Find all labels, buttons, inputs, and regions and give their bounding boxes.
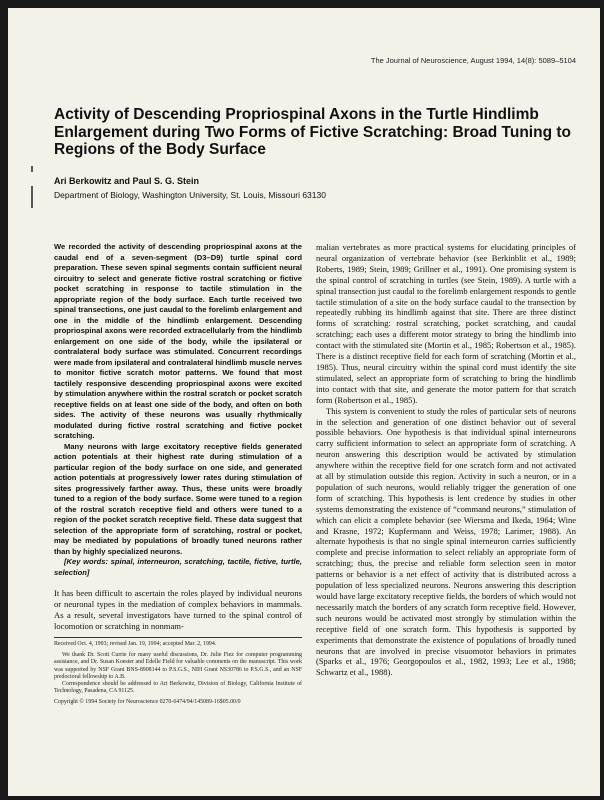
footnote-copyright: Copyright © 1994 Society for Neuroscience 0270-6474/94/145089-16$05.00/0 (54, 699, 241, 706)
footnote-correspondence: Correspondence should be addressed to Ari Berkowitz, Division of Biology, California Institute of Technology, Pasadena, CA 91125. (54, 681, 302, 695)
journal-page (8, 8, 600, 796)
footnote-divider (54, 637, 302, 638)
abstract-paragraph: We recorded the activity of descending propriospinal axons at the caudal end of a seven-segment (D3–D9) turtle spinal cord preparation. These seven spinal segments contain sufficient neural circuitry to select and generate fictive rostral scratching or fictive pocket scratching in response to tactile stimulation in the appropriate region of the body surface. Each turtle received two spinal transections, one just caudal to the forelimb enlargement and one in the middle of the hindlimb enlargement. Descending propriospinal axons were recorded extracellularly from the hindlimb enlargement on one side of the body, while the ipsilateral or contralateral body surface was stimulated. Concurrent recordings were made from ipsilateral and contralateral hindlimb muscle nerves to monitor fictive scratch motor patterns. We found that most tactilely responsive descending propriospinal axons were excited by stimulation anywhere within the rostral scratch or pocket scratch receptive fields on at least one side of the body, and often on both sides. The activity of these neurons was usually rhythmically modulated during fictive rostral scratching and fictive pocket scratching. (54, 242, 302, 440)
margin-mark (31, 186, 33, 208)
body-paragraph: This system is convenient to study the roles of particular sets of neurons in the selection and generation of one distinct behavior out of several possible behaviors. One hypothesis is that individual spinal interneurons carry sufficient information to select an appropriate form of scratching. A neuron answering this description would be activated by stimulation anywhere within the receptive field for one scratch form and not activated at all by stimulation outside this region. Activity in such a neuron, or in a population of such neurons, would reliably trigger the generation of one form of scratching. This hypothesis is lent credence by studies in other systems demonstrating the existence of “command neurons,” stimulation of which can elicit a complete behavior (see Wiersma and Ikeda, 1964; Wine and Krasne, 1972; Kupfermann and Weiss, 1978; Larimer, 1988). An alternate hypothesis is that no single spinal interneuron carries sufficiently complete and precise information to select reliably an appropriate form of scratching; thus, the precise and reliable form selection seen in motor patterns or behavior is a net effect of activity that is distributed across a population of less specialized neurons. Neurons answering this description would have large excitatory receptive fields, the borders of which would not necessarily match the borders of any scratch form receptive field. However, such neurons would be activated most strongly by stimulation within the receptive field of one scratch form. This hypothesis is supported by experiments that demonstrate the existence of populations of broadly tuned neurons that are involved in precise visuomotor behaviors in primates (Sparks et al., 1976; Georgopoulos et al., 1982, 1993; Lee et al., 1988; Schwartz et al., 1988). (316, 405, 576, 678)
abstract-paragraph: Many neurons with large excitatory receptive fields generated action potentials at their highest rate during stimulation of a particular region of the body surface on one side, and generated action potentials at progressively lower rates during stimulation of sites progressively farther away. Thus, these units were broadly tuned to a region of the body surface. Some were tuned to a region of the rostral scratch receptive field and others were tuned to a region of the pocket scratch receptive field. These data suggest that selection of the appropriate form of scratching, rostral or pocket, may be mediated by populations of broadly tuned neurons rather than by highly specialized neurons. (54, 441, 302, 556)
article-title: Activity of Descending Propriospinal Axons in the Turtle Hindlimb Enlargement during Two Forms of Fictive Scratching: Broad Tuning to Regions of the Body Surface (54, 106, 571, 158)
intro-paragraph: It has been difficult to ascertain the roles played by individual neurons or neuronal types in the mediation of complex behaviors in mammals. As a result, several investigators have turned to the spinal control of locomotion or scratching in nonmam- (54, 588, 302, 631)
margin-mark (31, 166, 33, 172)
footnote-received: Received Oct. 4, 1993; revised Jan. 19, 1994; accepted Mar. 2, 1994. (54, 641, 217, 647)
authors: Ari Berkowitz and Paul S. G. Stein (54, 176, 200, 186)
right-column (316, 242, 576, 678)
footnote-acknowledgments: We thank Dr. Scott Currie for many useful discussions, Dr. Julie Fiez for computer programming assistance, and Dr. Susan Koester and Edelle Field for valuable comments on the manuscript. This work was supported by NSF Grant BNS-8908144 to P.S.G.S., NIH Grant NS30786 to P.S.G.S., and an NSF predoctoral fellowship to A.B. (54, 652, 302, 680)
keywords: [Key words: spinal, interneuron, scratching, tactile, fictive, turtle, selection] (54, 557, 302, 577)
affiliation: Department of Biology, Washington University, St. Louis, Missouri 63130 (54, 190, 326, 200)
body-paragraph: malian vertebrates as more practical systems for elucidating principles of neural organization of vertebrate behavior (see Berkinblit et al., 1989; Roberts, 1989; Stein, 1989; Grillner et al., 1991). One promising system is the spinal control of scratching in turtles (see Stein, 1989). A turtle with a spinal transection just caudal to the forelimb enlargement responds to gentle tactile stimulation of a site on the body surface caudal to the transection by repeatedly rubbing its hindlimb against that site. There are three distinct forms of scratching: rostral scratching, pocket scratching, and caudal scratching; each uses a different motor strategy to bring the hindlimb into contact with the stimulated site (Mortin et al., 1985; Robertson et al., 1985). There is a distinct receptive field for each form of scratching (Mortin et al., 1985). Thus, neural circuitry within the spinal cord must identify the site stimulated, select an appropriate form of scratching to bring the hindlimb into contact with that site, and generate the motor pattern for that scratch form (Robertson et al., 1985). (316, 242, 576, 405)
abstract (54, 242, 302, 557)
journal-header: The Journal of Neuroscience, August 1994, 14(8): 5089–5104 (370, 56, 576, 65)
left-column (54, 242, 302, 707)
